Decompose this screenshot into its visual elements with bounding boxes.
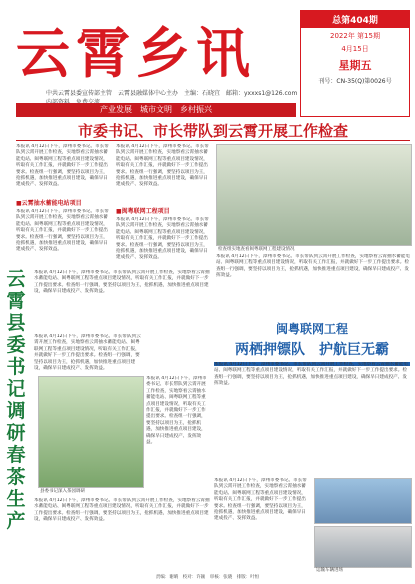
issue-year: 2022年 第15期: [330, 32, 380, 40]
issue-date: 4月15日: [341, 45, 369, 53]
article-text: 本报讯 4月12日下午，漳州市委书记、市长带队到云霄开展工作检查，实地察看云霄抽水蓄能电站、闽粤联网工程等重点项目建设情况，听取有关工作汇报，并就做好下一步工作提出要求。检查组一行强调，要坚持以项目为王，抢抓机遇，加快推进重点项目建设，确保早日建成投产、发挥效益。: [216, 254, 410, 279]
tea-garden-photo: [38, 376, 144, 488]
headline-rule: [16, 140, 410, 141]
section-ribbon: 产业发展 城市文明 乡村振兴: [16, 103, 296, 117]
bay-article-title: [214, 320, 410, 366]
tea-article-side: [146, 376, 210, 496]
bay-article: [214, 362, 410, 474]
bay-title-2: 两栖押镖队 护航巨无霸: [235, 342, 389, 358]
article-text: 本报讯 4月12日下午，漳州市委书记、市长带队到云霄开展工作检查，实地察看云霄抽水蓄能电站、闽粤联网工程等重点项目建设情况，听取有关工作汇报，并就做好下一步工作提出要求。检查组一行强调，要坚持以项目为王，抢抓机遇，加快推进重点项目建设，确保早日建成投产、发挥效益。: [16, 144, 109, 188]
issue-note: 刊号：CN-35(Q)第0026号: [318, 78, 392, 85]
photo-caption: 检查组实地查看闽粤联网工程建设情况: [218, 247, 295, 252]
article-text: 本报讯 4月12日下午，漳州市委书记、市长带队到云霄开展工作检查，实地察看云霄抽水蓄能电站、闽粤联网工程等重点项目建设情况，听取有关工作汇报，并就做好下一步工作提出要求。检查组一行强调，要坚持以项目为王，抢抓机遇，加快推进重点项目建设，确保早日建成投产、发挥效益。: [116, 144, 209, 188]
masthead-title: 云霄乡讯: [16, 21, 256, 85]
article-text: 本报讯 4月12日下午，漳州市委书记、市长带队到云霄开展工作检查，实地察看云霄抽水蓄能电站、闽粤联网工程等重点项目建设情况，听取有关工作汇报，并就做好下一步工作提出要求。检查组一行强调，要坚持以项目为王，抢抓机遇，加快推进重点项目建设，确保早日建成投产、发挥效益。: [34, 334, 141, 372]
issue-total: 总第404期: [301, 11, 409, 28]
article-text: 本报讯 4月12日下午，漳州市委书记、市长带队到云霄开展工作检查，实地察看云霄抽水蓄能电站、闽粤联网工程等重点项目建设情况，听取有关工作汇报，并就做好下一步工作提出要求。检查组一行强调，要坚持以项目为王，抢抓机遇，加快推进重点项目建设，确保早日建成投产、发挥效益。: [146, 376, 207, 446]
tea-article-vertical-title: 云霄县委书记调研春茶生产: [6, 268, 26, 532]
inspection-photo: [216, 144, 412, 246]
article-text: 本报讯 4月12日下午，漳州市委书记、市长带队到云霄开展工作检查，实地察看云霄抽水蓄能电站、闽粤联网工程等重点项目建设情况，听取有关工作汇报，并就做好下一步工作提出要求。检查组一行强调，要坚持以项目为王，抢抓机遇，加快推进重点项目建设，确保早日建成投产、发挥效益。: [16, 209, 109, 253]
bay-title-1: 闽粤联网工程: [275, 322, 348, 336]
bay-photo-2: [314, 526, 412, 568]
masthead-info: 中共云霄县委宣传部主管 云霄县融媒体中心主办 主编：石晓宜 邮箱：yxxxs1@126.com: [46, 90, 298, 97]
photo-caption: 运输车辆进场: [316, 568, 343, 573]
page-footer: 责编：谢晴 校对：许颖 审核：张晓 排版：叶恒: [155, 575, 260, 580]
article-text: 本报讯 4月12日下午，漳州市委书记、市长带队到云霄开展工作检查，实地察看云霄抽水蓄能电站、闽粤联网工程等重点项目建设情况，听取有关工作汇报，并就做好下一步工作提出要求。检查组一行强调，要坚持以项目为王，抢抓机遇，加快推进重点项目建设，确保早日建成投产、发挥效益。: [214, 362, 408, 387]
section-grid: ■闽粤联网工程项目: [116, 208, 170, 215]
main-headline: 市委书记、市长带队到云霄开展工作检查: [77, 122, 348, 140]
col-left: [16, 144, 112, 266]
article-text: 本报讯 4月12日下午，漳州市委书记、市长带队到云霄开展工作检查，实地察看云霄抽水蓄能电站、闽粤联网工程等重点项目建设情况，听取有关工作汇报，并就做好下一步工作提出要求。检查组一行强调，要坚持以项目为王，抢抓机遇，加快推进重点项目建设，确保早日建成投产、发挥效益。: [214, 478, 307, 522]
issue-week: 星期五: [338, 59, 372, 72]
article-text: 本报讯 4月12日下午，漳州市委书记、市长带队到云霄开展工作检查，实地察看云霄抽水蓄能电站、闽粤联网工程等重点项目建设情况，听取有关工作汇报，并就做好下一步工作提出要求。检查组一行强调，要坚持以项目为王，抢抓机遇，加快推进重点项目建设，确保早日建成投产、发挥效益。: [34, 270, 210, 295]
article-text: 本报讯 4月12日下午，漳州市委书记、市长带队到云霄开展工作检查，实地察看云霄抽水蓄能电站、闽粤联网工程等重点项目建设情况，听取有关工作汇报，并就做好下一步工作提出要求。检查组一行强调，要坚持以项目为王，抢抓机遇，加快推进重点项目建设，确保早日建成投产、发挥效益。: [34, 498, 210, 523]
section-pumped-storage: ■云霄抽水蓄能电站项目: [16, 200, 82, 207]
issue-box: [300, 10, 410, 117]
col-right-top: [216, 254, 410, 316]
bay-photo-1: [314, 478, 412, 524]
photo-caption: 县委书记深入茶园调研: [40, 489, 85, 494]
bay-article-lower: [214, 478, 310, 570]
article-text: 本报讯 4月12日下午，漳州市委书记、市长带队到云霄开展工作检查，实地察看云霄抽水蓄能电站、闽粤联网工程等重点项目建设情况，听取有关工作汇报，并就做好下一步工作提出要求。检查组一行强调，要坚持以项目为王，抢抓机遇，加快推进重点项目建设，确保早日建成投产、发挥效益。: [116, 217, 209, 261]
tea-article-bottom: [34, 498, 210, 570]
